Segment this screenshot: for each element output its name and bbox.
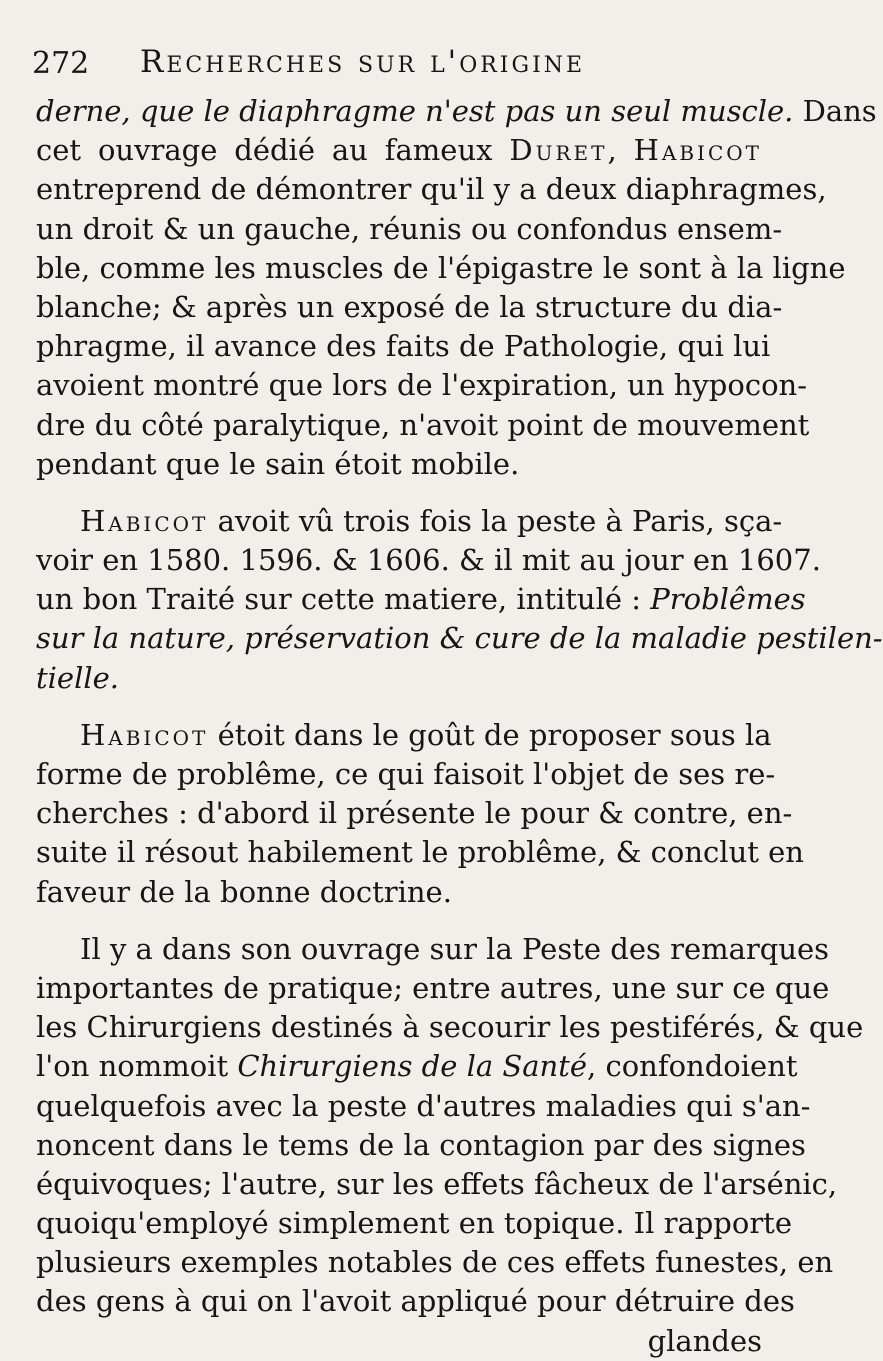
text-run: plusieurs exemples notables de ces effets funestes, en: [36, 1245, 834, 1280]
text-line: [36, 716, 772, 755]
text-run: Il y a dans son ouvrage sur la Peste des remarques: [80, 931, 830, 966]
text-run: un bon Traité sur cette matiere, intitulé :: [36, 582, 651, 617]
text-run: quelquefois avec la peste d'autres maladies qui s'an-: [36, 1088, 811, 1123]
text-line: [36, 1008, 864, 1047]
italic-text: Chirurgiens de la Santé: [237, 1049, 588, 1084]
text-line: [36, 1087, 811, 1126]
page-number: 272: [32, 46, 90, 81]
page-body: [36, 92, 883, 1361]
catchword: glandes: [647, 1323, 762, 1358]
text-line: [36, 873, 762, 912]
text-line: [36, 1047, 798, 1086]
small-caps-name: Habicot: [633, 133, 762, 168]
text-line: [36, 659, 762, 698]
text-run: entreprend de démontrer qu'il y a deux diaphragmes,: [36, 172, 827, 207]
text-line: [36, 1282, 795, 1321]
paragraph: [36, 502, 883, 698]
italic-text: sur la nature, préservation & cure de la maladie pestilen-: [36, 621, 883, 656]
text-line: [36, 131, 762, 170]
text-line: [36, 1126, 806, 1165]
text-line: [36, 969, 830, 1008]
text-line: [36, 366, 808, 405]
text-run: les Chirurgiens destinés à secourir les pestiférés, & que: [36, 1010, 864, 1045]
text-line: [36, 541, 821, 580]
text-run: un droit & un gauche, réunis ou confondus ensem-: [36, 211, 783, 246]
text-line: [36, 327, 771, 366]
text-line: [36, 406, 810, 445]
text-run: faveur de la bonne doctrine.: [36, 874, 452, 909]
text-line: [36, 445, 762, 484]
text-run: pendant que le sain étoit mobile.: [36, 446, 520, 481]
text-run: quoiqu'employé simplement en topique. Il rapporte: [36, 1206, 792, 1241]
text-run: l'on nommoit: [36, 1049, 238, 1084]
text-run: cet ouvrage dédié au fameux: [36, 133, 510, 168]
text-line: [36, 249, 846, 288]
text-line: [36, 1165, 838, 1204]
text-line: [36, 794, 793, 833]
paragraph: [36, 930, 864, 1322]
paragraph-gap: [36, 698, 762, 716]
text-line: [36, 502, 783, 541]
text-run: ,: [607, 133, 634, 168]
text-line: [36, 170, 827, 209]
text-run: ble, comme les muscles de l'épigastre le sont à la ligne: [36, 250, 846, 285]
text-run: équivoques; l'autre, sur les effets fâcheux de l'arsénic,: [36, 1166, 838, 1201]
text-line: [36, 210, 783, 249]
text-run: importantes de pratique; entre autres, une sur ce que: [36, 970, 830, 1005]
paragraph: [36, 716, 804, 912]
text-line: [36, 92, 877, 131]
small-caps-name: Duret: [509, 133, 608, 168]
text-line: [36, 580, 806, 619]
text-run: avoient montré que lors de l'expiration, un hypocon-: [36, 368, 808, 403]
paragraph-gap: [36, 912, 762, 930]
text-line: [36, 833, 804, 872]
text-run: des gens à qui on l'avoit appliqué pour détruire des: [36, 1284, 795, 1319]
text-run: noncent dans le tems de la contagion par des signes: [36, 1127, 806, 1162]
small-caps-name: Habicot: [80, 717, 209, 752]
text-line: [36, 755, 776, 794]
text-run: voir en 1580. 1596. & 1606. & il mit au jour en 1607.: [36, 543, 821, 578]
text-run: , confondoient: [587, 1049, 798, 1084]
text-run: blanche; & après un exposé de la structure du dia-: [36, 289, 783, 324]
text-run: étoit dans le goût de proposer sous la: [208, 717, 772, 752]
text-run: Dans: [793, 94, 877, 128]
text-run: suite il résout habilement le problême, & conclut en: [36, 835, 804, 870]
text-line: [36, 288, 783, 327]
text-line: [36, 1243, 834, 1282]
text-line: [36, 619, 883, 658]
text-run: forme de problême, ce qui faisoit l'objet de ses re-: [36, 757, 776, 791]
page-header: [32, 40, 772, 90]
running-head: Recherches sur l'origine: [140, 44, 586, 80]
text-run: cherches : d'abord il présente le pour & contre, en-: [36, 796, 793, 831]
small-caps-name: Habicot: [80, 503, 209, 538]
italic-text: derne, que le diaphragme n'est pas un seul muscle.: [36, 94, 794, 128]
paragraph-gap: [36, 484, 762, 502]
text-run: dre du côté paralytique, n'avoit point de mouvement: [36, 407, 810, 442]
text-line: [36, 930, 830, 969]
italic-text: tielle.: [36, 660, 120, 695]
paragraph: [36, 92, 877, 484]
text-run: phragme, il avance des faits de Pathologie, qui lui: [36, 329, 771, 364]
text-run: avoit vû trois fois la peste à Paris, sça-: [208, 503, 783, 538]
text-line: [36, 1204, 792, 1243]
italic-text: Problêmes: [650, 582, 806, 617]
